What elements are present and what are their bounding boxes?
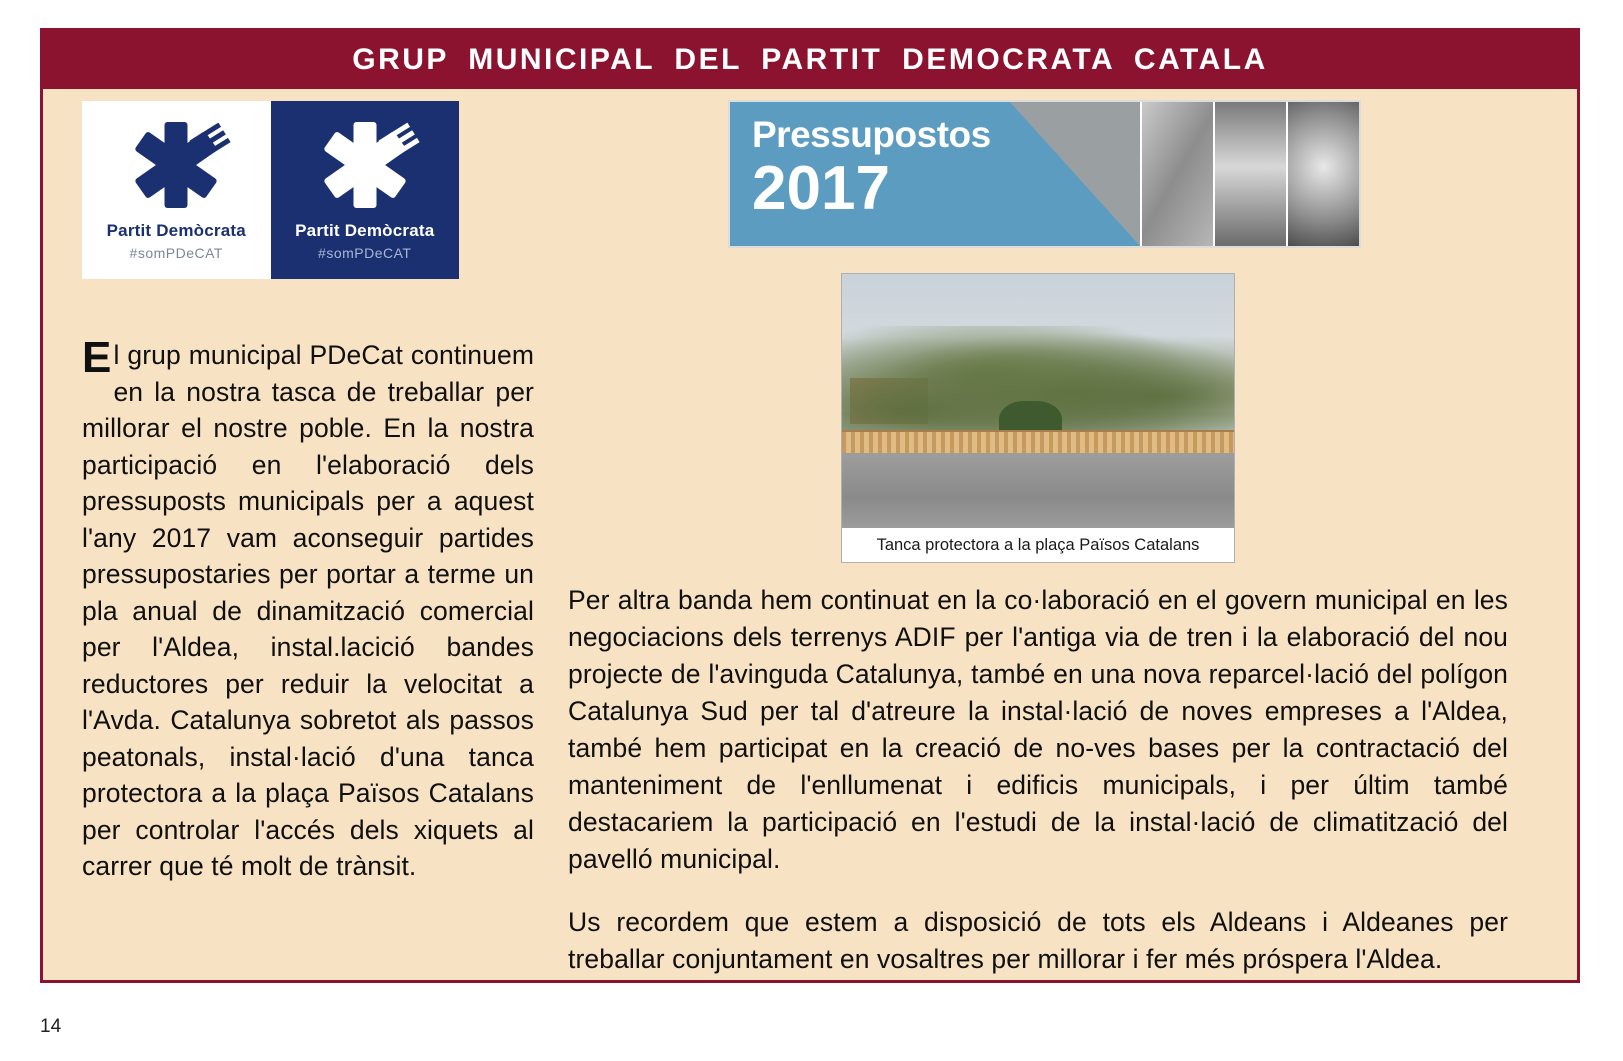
photo-fence [842,430,1234,455]
left-paragraph-text: l grup municipal PDeCat continuem en la nostra tasca de treballar per millorar el nostre poble. En la nostra participació en l'elaboració dels pressuposts municipals per a aquest l'any 2017 vam aconseguir partides pressupostaries per portar a terme un pla anual de dinamització comercial per l'Aldea, instal.lacició bandes reductores per reduir la velocitat a l'Avda. Catalunya sobretot als passos peatonals, instal·lació d'una tanca protectora a la plaça Països Catalans per controlar l'accés dels xiquets al carrer que té molt de trànsit. [82,340,534,881]
pdecat-logo-block [82,101,459,279]
logo-tag-dark: #somPDeCAT [318,245,412,261]
article-column-left [82,333,534,885]
banner-thumb-3 [1286,102,1359,246]
logo-name-light: Partit Demòcrata [106,221,246,240]
photo-road [842,453,1234,528]
page-title: GRUP MUNICIPAL DEL PARTIT DEMOCRATA CATALA [352,43,1268,76]
page-number: 14 [40,1016,62,1037]
banner-text-group [752,114,991,223]
article-photo [841,273,1235,563]
pdecat-logo-dark [271,101,460,279]
section-header-band [43,31,1577,89]
logo-name-dark: Partit Demòcrata [295,221,435,240]
drop-cap: E [82,333,112,382]
banner-blue-panel [730,102,1140,246]
budget-banner [728,100,1361,248]
banner-wedge-shape [1010,102,1140,246]
banner-thumb-1 [1140,102,1213,246]
star-logo-icon-inverse [317,117,413,213]
banner-word: Pressupostos [752,114,991,155]
article-column-right [568,582,1508,978]
right-paragraph-1: Per altra banda hem continuat en la co·laboració en el govern municipal en les negociacions dels terrenys ADIF per l'antiga via de tren i la elaboració del nou projecte de l'avinguda Catalunya, també en una nova reparcel·lació del polígon Catalunya Sud per tal d'atreure la instal·lació de noves empreses a l'Aldea, també hem participat en la creació de no-ves bases per la contractació del manteniment de l'enllumenat i edificis municipals, i per últim també destacariem la participació en l'estudi de la instal·lació de climatització del pavelló municipal. [568,585,1508,874]
banner-thumb-2 [1213,102,1286,246]
left-paragraph [82,333,534,885]
star-logo-icon [128,117,224,213]
photo-caption: Tanca protectora a la plaça Països Catalans [842,528,1234,562]
logo-tag-light: #somPDeCAT [129,245,223,261]
right-paragraph-2: Us recordem que estem a disposició de tots els Aldeans i Aldeanes per treballar conjuntament en vosaltres per millorar i fer més próspera l'Aldea. [568,907,1508,974]
pdecat-logo-light [82,101,271,279]
banner-year: 2017 [752,154,890,223]
